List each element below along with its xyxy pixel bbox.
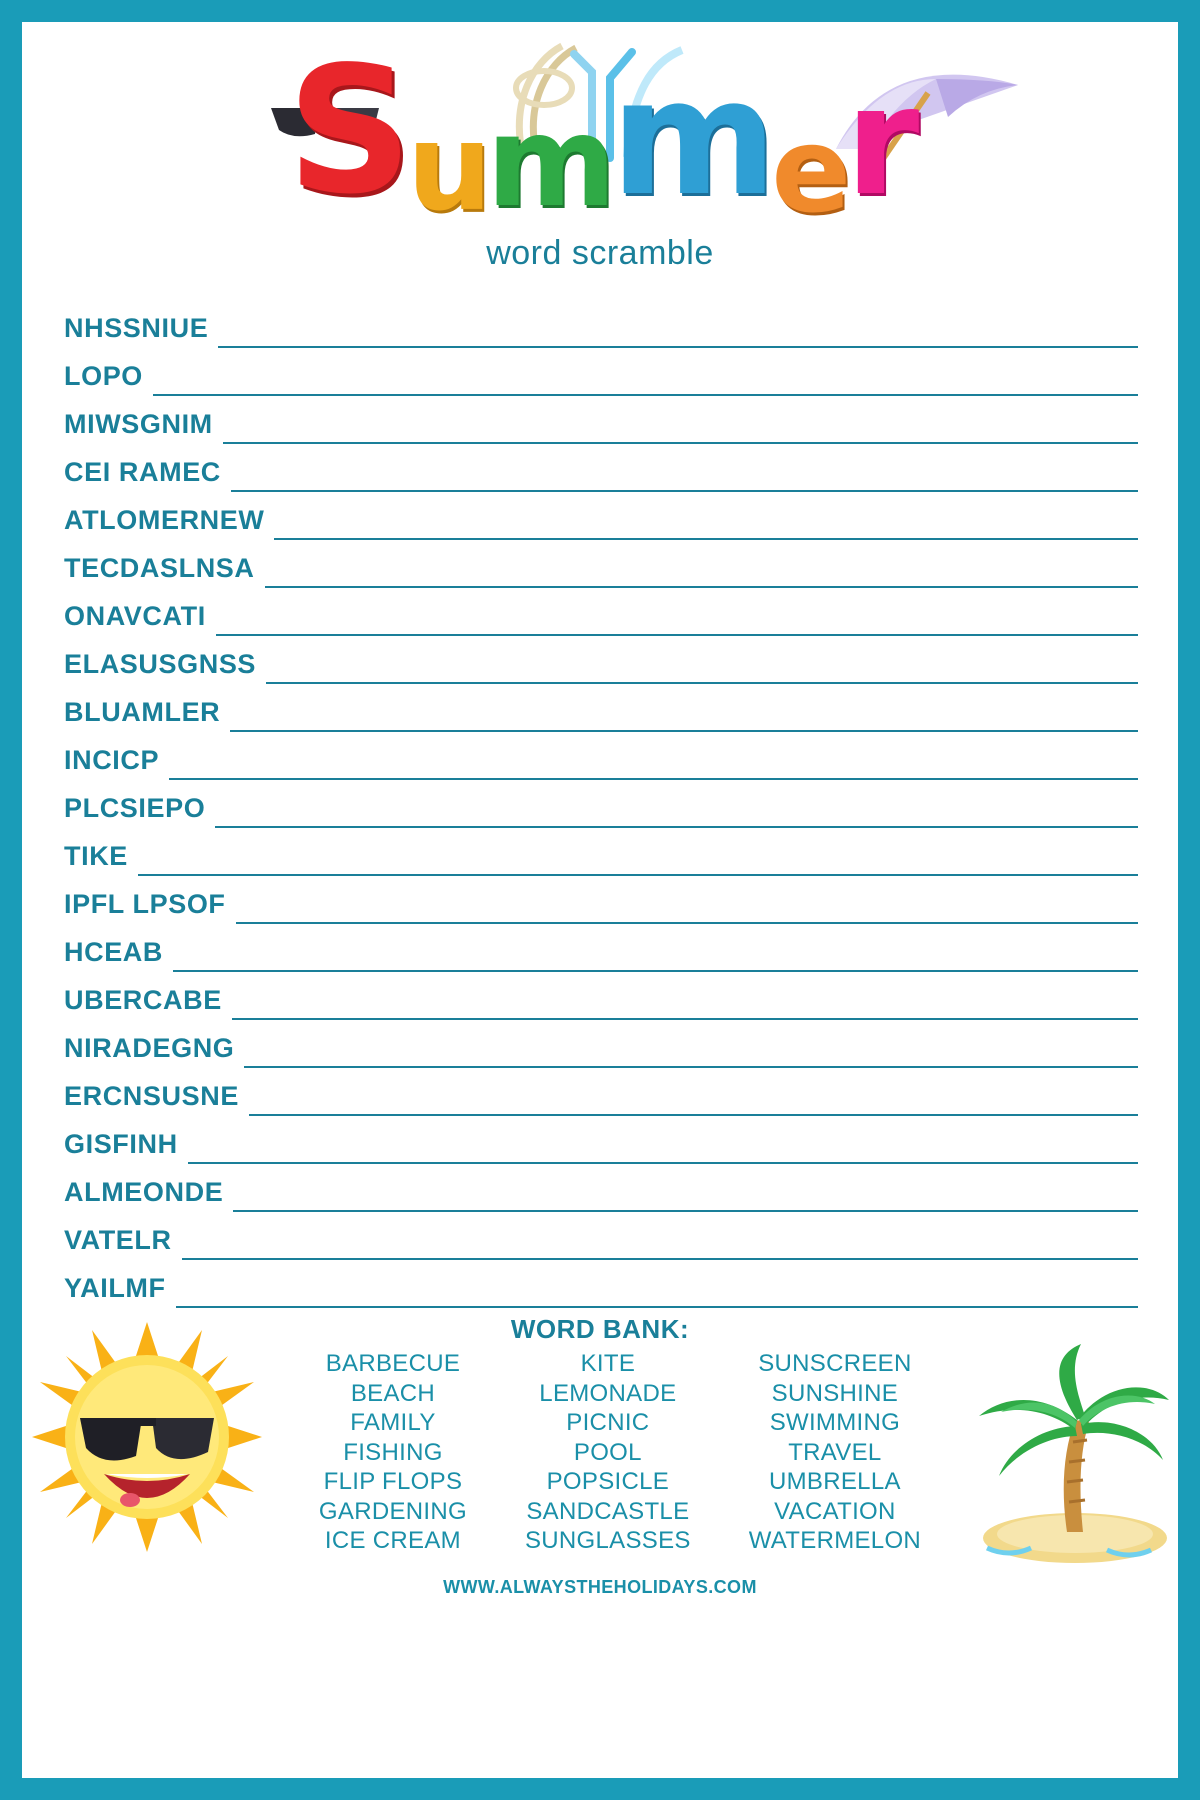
scrambled-word: NHSSNIUE — [64, 313, 209, 343]
scrambled-word: TIKE — [64, 841, 128, 871]
scrambled-word: VATELR — [64, 1225, 172, 1255]
footer-website[interactable]: WWW.ALWAYSTHEHOLIDAYS.COM — [443, 1577, 757, 1597]
word-bank-item: PICNIC — [566, 1409, 650, 1436]
scrambled-word: ERCNSUSNE — [64, 1081, 239, 1111]
title-letter-r: r — [845, 55, 914, 229]
list-item — [64, 828, 1138, 876]
scrambled-word: UBERCABE — [64, 985, 222, 1015]
word-bank-section — [22, 1314, 1178, 1604]
answer-blank[interactable] — [265, 556, 1138, 588]
scrambled-word: ELASUSGNSS — [64, 649, 257, 679]
word-bank-item: SANDCASTLE — [526, 1497, 690, 1525]
list-item — [64, 972, 1138, 1020]
scrambled-word: ATLOMERNEW — [64, 505, 265, 535]
word-bank-item: BARBECUE — [325, 1350, 461, 1377]
answer-blank[interactable] — [218, 316, 1138, 348]
answer-blank[interactable] — [231, 460, 1138, 492]
list-item — [64, 540, 1138, 588]
list-item — [64, 684, 1138, 732]
list-item — [64, 1212, 1138, 1260]
answer-blank[interactable] — [173, 940, 1138, 972]
list-item — [64, 732, 1138, 780]
word-bank-item: SWIMMING — [769, 1409, 901, 1436]
list-item — [64, 780, 1138, 828]
list-item — [64, 348, 1138, 396]
word-bank-item: GARDENING — [318, 1497, 467, 1525]
scrambled-word-list — [22, 292, 1178, 1308]
scrambled-word: CEI RAMEC — [64, 457, 221, 487]
answer-blank[interactable] — [232, 988, 1138, 1020]
answer-blank[interactable] — [216, 604, 1138, 636]
word-bank-item: ICE CREAM — [324, 1527, 461, 1554]
list-item — [64, 588, 1138, 636]
word-bank-column-1 — [319, 1349, 467, 1556]
word-bank-column-3 — [749, 1349, 921, 1556]
title-letter-e: e — [771, 101, 846, 239]
scrambled-word: ALMEONDE — [64, 1177, 224, 1207]
list-item — [64, 492, 1138, 540]
word-bank-item: TRAVEL — [788, 1438, 882, 1466]
scrambled-word: MIWSGNIM — [64, 409, 213, 439]
list-item — [64, 636, 1138, 684]
word-bank-item: VACATION — [774, 1497, 896, 1525]
word-bank-item: WATERMELON — [748, 1527, 922, 1554]
list-item — [64, 396, 1138, 444]
word-bank-item: FAMILY — [350, 1409, 436, 1436]
answer-blank[interactable] — [215, 796, 1138, 828]
subtitle: word scramble — [486, 234, 714, 272]
answer-blank[interactable] — [244, 1036, 1138, 1068]
word-bank-title: WORD BANK: — [510, 1314, 690, 1344]
answer-blank[interactable] — [188, 1132, 1138, 1164]
list-item — [64, 924, 1138, 972]
scrambled-word: NIRADEGNG — [64, 1033, 235, 1063]
word-bank-item: POOL — [573, 1438, 642, 1466]
worksheet-sheet — [22, 22, 1178, 1778]
scrambled-word: BLUAMLER — [64, 697, 221, 727]
list-item — [64, 444, 1138, 492]
palm-tree-island-icon — [957, 1342, 1172, 1567]
answer-blank[interactable] — [249, 1084, 1138, 1116]
answer-blank[interactable] — [236, 892, 1138, 924]
scrambled-word: YAILMF — [64, 1273, 166, 1303]
title-artwork — [22, 22, 1178, 292]
scrambled-word: GISFINH — [64, 1129, 178, 1159]
answer-blank[interactable] — [230, 700, 1138, 732]
list-item — [64, 1068, 1138, 1116]
title-letter-m1: m — [486, 90, 611, 235]
list-item — [64, 1116, 1138, 1164]
answer-blank[interactable] — [153, 364, 1138, 396]
word-bank-column-2 — [525, 1349, 691, 1556]
answer-blank[interactable] — [176, 1276, 1138, 1308]
list-item — [64, 1020, 1138, 1068]
word-bank-item: FLIP FLOPS — [323, 1468, 463, 1495]
summer-title — [22, 30, 1178, 239]
scrambled-word: IPFL LPSOF — [64, 889, 226, 919]
scrambled-word: TECDASLNSA — [64, 553, 255, 583]
word-bank-item: UMBRELLA — [769, 1468, 901, 1495]
scrambled-word: ONAVCATI — [64, 601, 206, 631]
title-letter-u: u — [406, 99, 487, 238]
list-item — [64, 300, 1138, 348]
word-bank-item: SUNGLASSES — [524, 1527, 691, 1554]
word-bank-item: POPSICLE — [546, 1468, 670, 1495]
word-bank-item: BEACH — [350, 1379, 436, 1407]
title-letter-m2: m — [610, 44, 772, 231]
list-item — [64, 876, 1138, 924]
title-letter-s: S — [286, 30, 407, 233]
list-item — [64, 1164, 1138, 1212]
answer-blank[interactable] — [266, 652, 1138, 684]
word-bank-item: SUNSCREEN — [758, 1350, 912, 1377]
answer-blank[interactable] — [182, 1228, 1138, 1260]
answer-blank[interactable] — [233, 1180, 1138, 1212]
sun-mascot-icon — [32, 1322, 262, 1552]
answer-blank[interactable] — [274, 508, 1138, 540]
word-bank-item: FISHING — [343, 1438, 443, 1466]
answer-blank[interactable] — [223, 412, 1138, 444]
word-bank-item: SUNSHINE — [771, 1379, 899, 1407]
word-bank-item: KITE — [580, 1350, 636, 1377]
word-bank-item: LEMONADE — [539, 1379, 677, 1407]
answer-blank[interactable] — [138, 844, 1138, 876]
list-item — [64, 1260, 1138, 1308]
scrambled-word: HCEAB — [64, 937, 164, 967]
scrambled-word: LOPO — [64, 361, 143, 391]
scrambled-word: PLCSIEPO — [64, 793, 206, 823]
answer-blank[interactable] — [169, 748, 1138, 780]
scrambled-word: INCICP — [64, 745, 160, 775]
